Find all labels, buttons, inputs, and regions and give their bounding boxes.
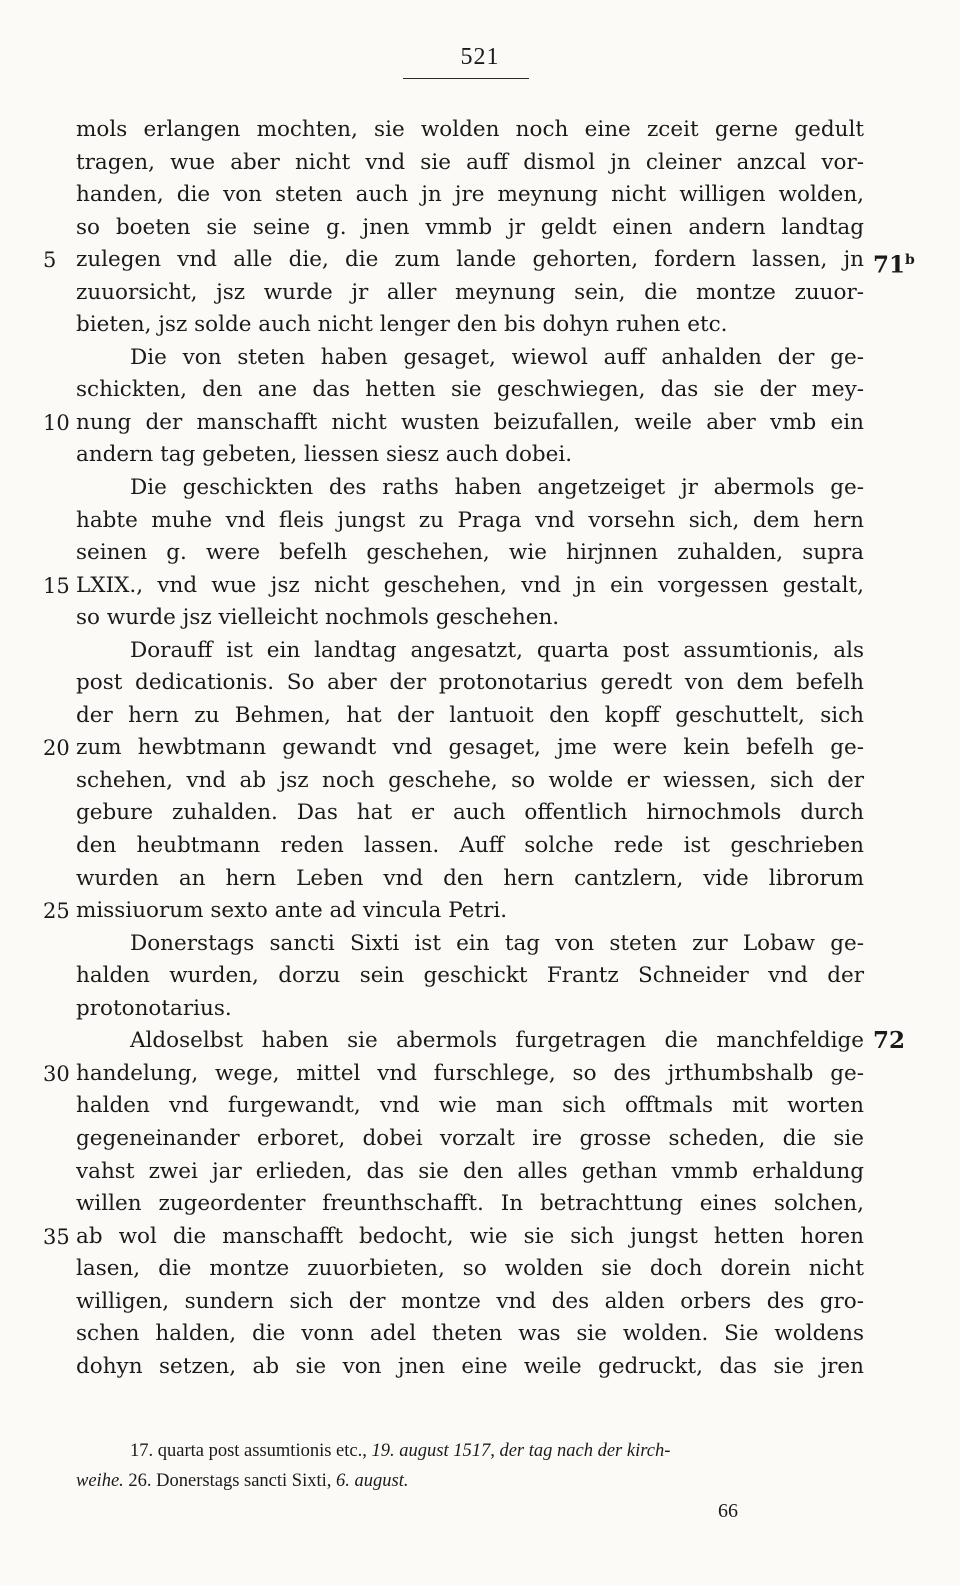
line-text: Die geschickten des raths haben angetzeiget jr abermols ge- (130, 475, 864, 501)
text-line (76, 374, 864, 407)
margin-folio-note (873, 1025, 905, 1058)
text-line (76, 1090, 864, 1123)
text-line (76, 1351, 864, 1384)
footnote-weihe: weihe. (76, 1471, 124, 1491)
text-line (76, 700, 864, 733)
line-number: 5 (43, 248, 57, 273)
line-text: schen halden, die vonn adel theten was sie wolden. Sie woldens (76, 1321, 864, 1347)
text-line (76, 1253, 864, 1286)
text-line (76, 1025, 906, 1058)
footnote-17: 17. quarta post assumtionis etc., (130, 1441, 372, 1461)
text-line (76, 960, 864, 993)
line-text: protonotarius. (76, 995, 232, 1021)
text-line (76, 1318, 864, 1351)
text-line (76, 179, 864, 212)
text-line (76, 342, 864, 375)
line-text: missiuorum sexto ante ad vincula Petri. (76, 898, 508, 924)
header-rule (403, 78, 529, 79)
line-text: andern tag gebeten, liessen siesz auch dobei. (76, 442, 573, 468)
text-line (76, 928, 864, 961)
line-text: wurden an hern Leben vnd den hern cantzlern, vide librorum (76, 865, 864, 891)
text-line (43, 244, 915, 279)
line-text: Die von steten haben gesaget, wiewol auff anhalden der ge- (130, 344, 864, 370)
text-line (43, 732, 864, 765)
line-text: den heubtmann reden lassen. Auff solche rede ist geschrieben (76, 833, 864, 859)
line-text: lasen, die montze zuuorbieten, so wolden sie doch dorein nicht (76, 1256, 864, 1282)
text-line (76, 797, 864, 830)
line-text: zulegen vnd alle die, die zum lande gehorten, fordern lassen, jn (76, 247, 864, 273)
line-number: 10 (43, 410, 70, 435)
line-text: gebure zuhalden. Das hat er auch offentlich hirnochmols durch (76, 800, 864, 826)
text-line (43, 1058, 864, 1091)
line-text: gegeneinander erboret, dobei vorzalt ire grosse scheden, die sie (76, 1125, 864, 1151)
line-text: willigen, sundern sich der montze vnd des alden orbers des gro- (76, 1288, 864, 1314)
line-text: schehen, vnd ab jsz noch geschehe, so wolde er wiessen, sich der (76, 767, 864, 793)
line-number: 35 (43, 1224, 70, 1249)
text-line (76, 635, 864, 668)
footnote-26: 26. Donerstags sancti Sixti, (123, 1471, 336, 1491)
line-text: so boeten sie seine g. jnen vmmb jr geldt einen andern landtag (76, 214, 864, 240)
text-line (76, 1188, 864, 1221)
text-line (76, 1286, 864, 1319)
line-number: 15 (43, 573, 70, 598)
line-text: handen, die von steten auch jn jre meynung nicht willigen wolden, (76, 182, 864, 208)
line-text: der hern zu Behmen, hat der lantuoit den kopff geschuttelt, sich (76, 702, 864, 728)
line-text: halden wurden, dorzu sein geschickt Frantz Schneider vnd der (76, 963, 864, 989)
text-line (43, 407, 864, 440)
footnotes (76, 1436, 866, 1496)
line-text: bieten, jsz solde auch nicht lenger den bis dohyn ruhen etc. (76, 312, 728, 338)
text-line (43, 1221, 864, 1254)
line-text: post dedicationis. So aber der protonotarius geredt von dem befelh (76, 670, 864, 696)
text-line (76, 309, 864, 342)
footnote-line-2 (76, 1466, 866, 1496)
text-line (76, 277, 864, 310)
text-line (76, 147, 864, 180)
line-text: tragen, wue aber nicht vnd sie auff dismol jn cleiner anzcal vor- (76, 149, 864, 175)
margin-folio-number: 71 (873, 251, 906, 279)
text-line (76, 505, 864, 538)
text-line (76, 830, 864, 863)
body-text (43, 114, 915, 1383)
margin-folio-side: b (905, 252, 915, 269)
line-text: nung der manschafft nicht wusten beizufallen, weile aber vmb ein (76, 409, 864, 435)
text-line (76, 993, 864, 1026)
line-text: zuuorsicht, jsz wurde jr aller meynung sein, die montze zuuor- (76, 279, 864, 305)
line-text: handelung, wege, mittel vnd furschlege, so des jrthumbshalb ge- (76, 1060, 864, 1086)
margin-folio-number: 72 (873, 1027, 906, 1055)
footnote-26-date: 6. august. (336, 1471, 409, 1491)
line-text: zum hewbtmann gewandt vnd gesaget, jme were kein befelh ge- (76, 735, 864, 761)
line-text: mols erlangen mochten, sie wolden noch eine zceit gerne gedult (76, 117, 864, 142)
text-line (76, 863, 864, 896)
text-line (76, 114, 864, 147)
line-text: habte muhe vnd fleis jungst zu Praga vnd vorsehn sich, dem hern (76, 507, 864, 533)
line-text: Dorauff ist ein landtag angesatzt, quarta post assumtionis, als (130, 637, 864, 663)
line-text: Aldoselbst haben sie abermols furgetragen die manchfeldige (130, 1028, 864, 1054)
text-line (43, 895, 864, 928)
line-text: Donerstags sancti Sixti ist ein tag von steten zur Lobaw ge- (130, 930, 864, 956)
text-line (76, 472, 864, 505)
line-text: willen zugeordenter freunthschafft. In betrachttung eines solchen, (76, 1191, 864, 1217)
text-line (76, 212, 864, 245)
text-line (43, 570, 864, 603)
text-line (76, 765, 864, 798)
text-line (76, 537, 864, 570)
line-text: halden vnd furgewandt, vnd wie man sich offtmals mit worten (76, 1093, 864, 1119)
text-line (76, 667, 864, 700)
line-text: seinen g. were befelh geschehen, wie hirjnnen zuhalden, supra (76, 540, 864, 566)
line-text: vahst zwei jar erlieden, das sie den alles gethan vmmb erhaldung (76, 1158, 864, 1184)
footnote-19-date: 19. august 1517, der tag nach der kirch- (371, 1441, 671, 1461)
line-number: 30 (43, 1061, 70, 1086)
line-number: 20 (43, 736, 70, 761)
line-text: so wurde jsz vielleicht nochmols geschehen. (76, 605, 560, 631)
page-number: 521 (460, 44, 500, 70)
text-line (76, 439, 864, 472)
line-text: schickten, den ane das hetten sie geschwiegen, das sie der mey- (76, 377, 864, 403)
text-line (76, 1123, 864, 1156)
text-line (76, 602, 864, 635)
line-text: ab wol die manschafft bedocht, wie sie sich jungst hetten horen (76, 1223, 864, 1249)
line-text: dohyn setzen, ab sie von jnen eine weile gedruckt, das sie jren (76, 1353, 864, 1379)
margin-folio-note (873, 244, 915, 282)
signature-mark: 66 (718, 1500, 738, 1522)
line-number: 25 (43, 899, 70, 924)
footnote-line-1 (76, 1436, 866, 1466)
line-text: LXIX., vnd wue jsz nicht geschehen, vnd jn ein vorgessen gestalt, (76, 572, 864, 598)
text-line (76, 1156, 864, 1189)
